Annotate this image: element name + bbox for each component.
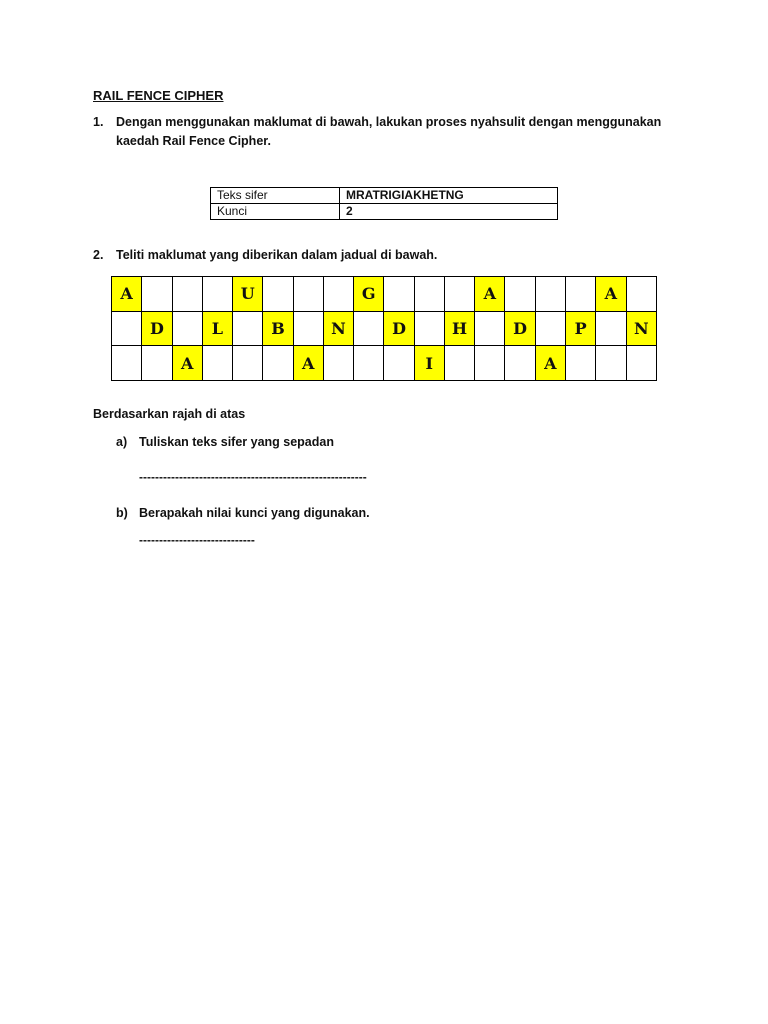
rail-cell — [202, 346, 232, 381]
rail-cell — [475, 346, 505, 381]
rail-cell: N — [626, 311, 656, 346]
rail-cell — [444, 277, 474, 312]
rail-cell — [505, 346, 535, 381]
rail-cell — [626, 346, 656, 381]
rail-cell: A — [293, 346, 323, 381]
key-value: 2 — [340, 204, 558, 220]
cipher-text-label: Teks sifer — [211, 188, 340, 204]
rail-cell: A — [475, 277, 505, 312]
rail-cell: B — [263, 311, 293, 346]
sub-question-b-label: b) — [116, 506, 128, 520]
rail-cell — [172, 277, 202, 312]
rail-cell — [172, 311, 202, 346]
rail-fence-grid — [111, 276, 657, 381]
question-2-number: 2. — [93, 248, 104, 262]
question-1-text — [116, 113, 676, 151]
question-2-text: Teliti maklumat yang diberikan dalam jadual di bawah. — [116, 248, 438, 262]
rail-cell — [142, 346, 172, 381]
question-1-line-1: Dengan menggunakan maklumat di bawah, lakukan proses nyahsulit dengan menggunakan — [116, 115, 662, 129]
rail-cell: L — [202, 311, 232, 346]
sub-question-a-text: Tuliskan teks sifer yang sepadan — [139, 435, 334, 449]
rail-cell — [293, 277, 323, 312]
key-label: Kunci — [211, 204, 340, 220]
rail-cell — [565, 346, 595, 381]
rail-cell — [323, 277, 353, 312]
rail-cell: A — [112, 277, 142, 312]
page-title: RAIL FENCE CIPHER — [93, 88, 224, 103]
rail-cell — [535, 311, 565, 346]
cipher-info-table — [210, 187, 558, 220]
rail-cell — [112, 311, 142, 346]
rail-cell — [626, 277, 656, 312]
rail-cell — [384, 346, 414, 381]
table-row — [211, 204, 558, 220]
rail-cell: A — [596, 277, 626, 312]
rail-cell — [354, 311, 384, 346]
rail-cell — [596, 346, 626, 381]
rail-cell — [293, 311, 323, 346]
rail-cell — [535, 277, 565, 312]
rail-cell: P — [565, 311, 595, 346]
answer-line-b: ----------------------------- — [139, 533, 255, 547]
rail-cell — [112, 346, 142, 381]
rail-cell — [202, 277, 232, 312]
based-on-text: Berdasarkan rajah di atas — [93, 407, 246, 421]
rail-cell: U — [233, 277, 263, 312]
rail-cell: G — [354, 277, 384, 312]
rail-cell: D — [142, 311, 172, 346]
rail-cell: D — [384, 311, 414, 346]
rail-cell — [596, 311, 626, 346]
rail-row — [112, 311, 657, 346]
rail-cell: N — [323, 311, 353, 346]
rail-cell: A — [535, 346, 565, 381]
rail-cell — [263, 346, 293, 381]
rail-cell — [233, 346, 263, 381]
rail-cell: D — [505, 311, 535, 346]
answer-line-a: --------------------------------------------------------- — [139, 470, 367, 484]
rail-cell — [142, 277, 172, 312]
rail-cell — [505, 277, 535, 312]
rail-cell — [414, 277, 444, 312]
rail-cell — [475, 311, 505, 346]
rail-cell: H — [444, 311, 474, 346]
rail-cell — [354, 346, 384, 381]
rail-cell — [323, 346, 353, 381]
rail-cell — [444, 346, 474, 381]
rail-row — [112, 346, 657, 381]
rail-row — [112, 277, 657, 312]
rail-cell — [414, 311, 444, 346]
table-row — [211, 188, 558, 204]
rail-cell: I — [414, 346, 444, 381]
rail-cell — [233, 311, 263, 346]
sub-question-a-label: a) — [116, 435, 128, 449]
question-2-text-wrap — [116, 246, 676, 265]
rail-cell — [263, 277, 293, 312]
rail-cell — [384, 277, 414, 312]
question-1-line-2: kaedah Rail Fence Cipher. — [116, 134, 271, 148]
rail-cell — [565, 277, 595, 312]
question-1-number: 1. — [93, 115, 104, 129]
rail-cell: A — [172, 346, 202, 381]
sub-question-b-text: Berapakah nilai kunci yang digunakan. — [139, 506, 370, 520]
cipher-text-value: MRATRIGIAKHETNG — [340, 188, 558, 204]
